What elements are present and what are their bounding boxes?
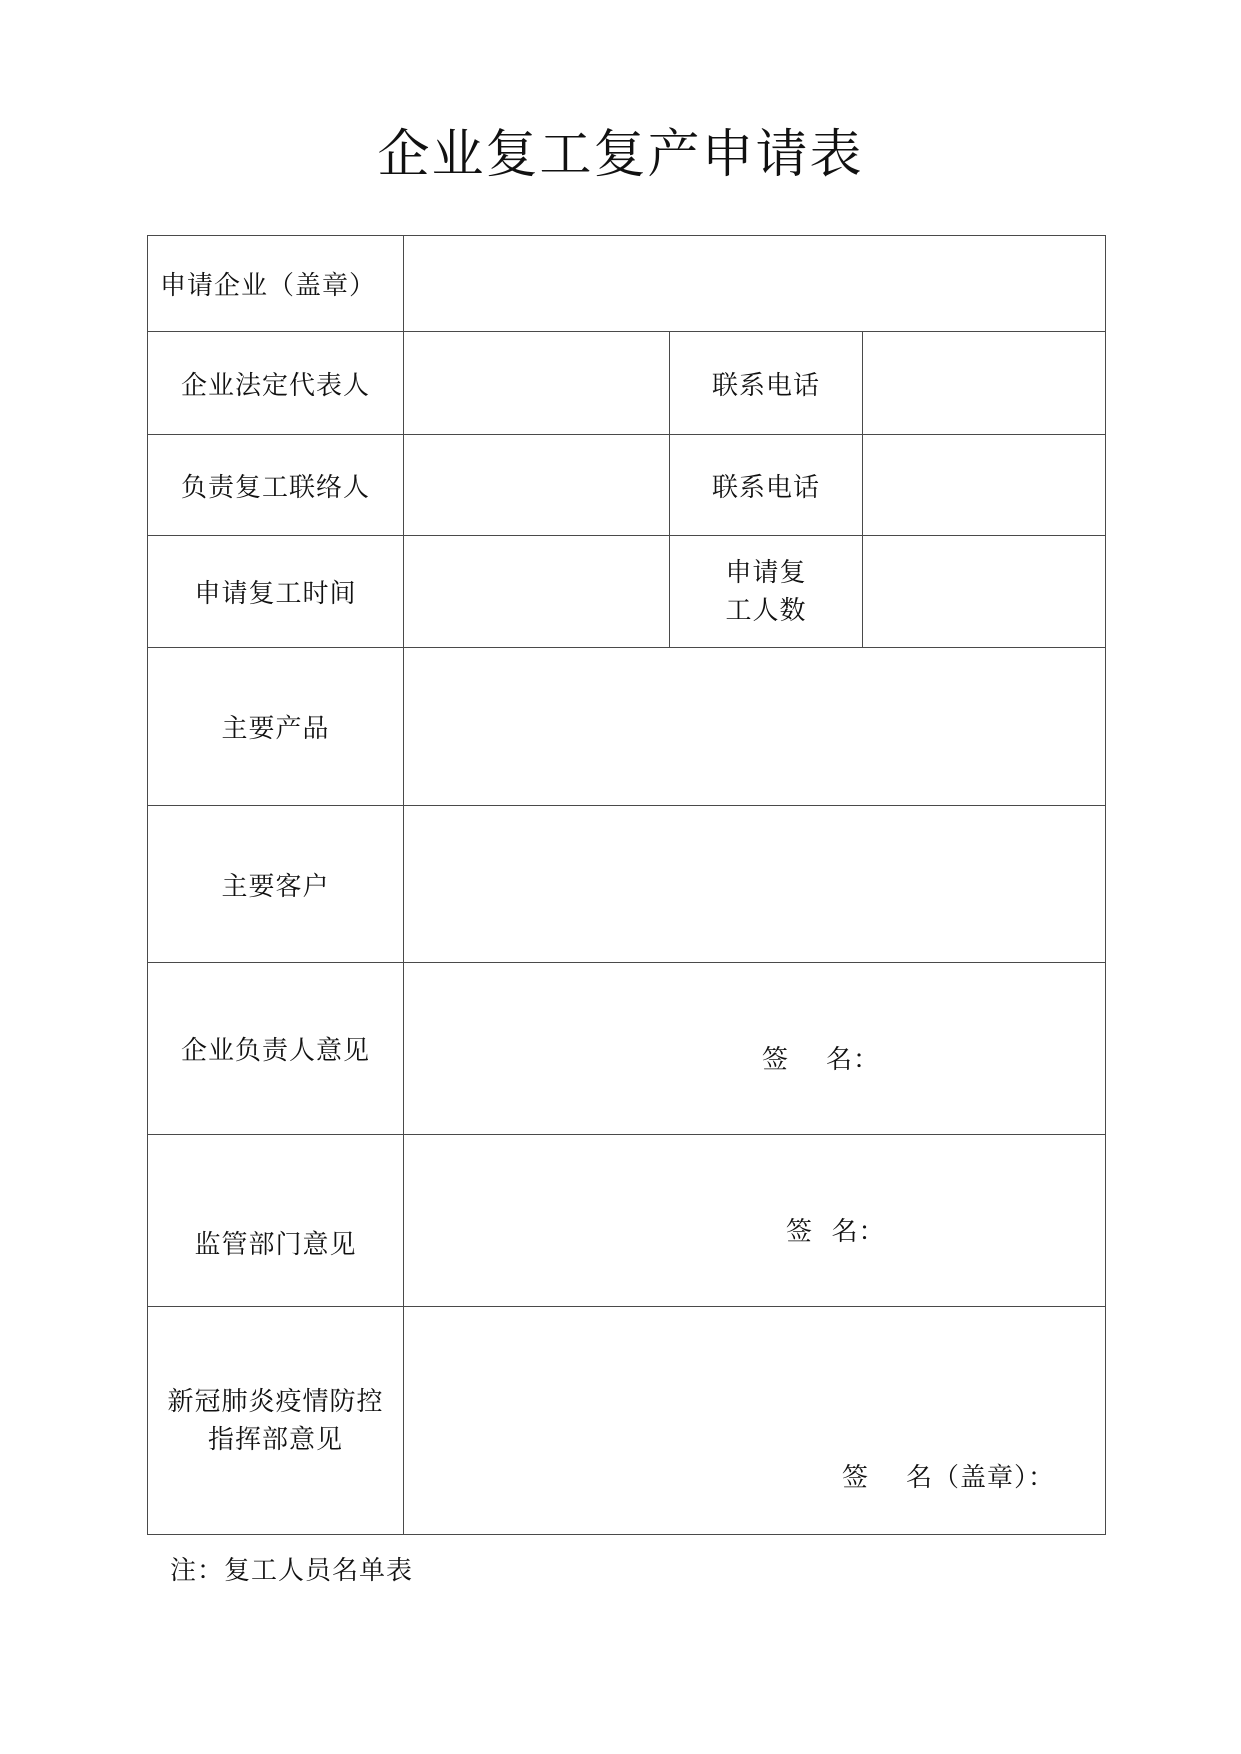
main-products-label: 主要产品 — [148, 648, 404, 806]
main-customers-label: 主要客户 — [148, 806, 404, 963]
main-customers-field[interactable] — [404, 806, 1106, 963]
company-opinion-field[interactable] — [404, 963, 1106, 1135]
row-main-products — [148, 648, 1106, 806]
command-opinion-sign: 签 名（盖章）： — [842, 1463, 1056, 1493]
row-legal-rep — [148, 332, 1106, 435]
row-company-opinion — [148, 963, 1106, 1135]
workers-count-label-line2: 工人数 — [725, 595, 807, 626]
resume-time-field[interactable] — [404, 536, 670, 648]
row-company — [148, 236, 1106, 332]
row-command-opinion — [148, 1307, 1106, 1535]
legal-rep-label: 企业法定代表人 — [148, 332, 404, 435]
row-main-customers — [148, 806, 1106, 963]
supervisor-opinion-label: 监管部门意见 — [194, 1230, 357, 1260]
company-field[interactable] — [404, 236, 1106, 332]
liaison-phone-label: 联系电话 — [670, 435, 863, 536]
row-resume-time — [148, 536, 1106, 648]
command-opinion-label-line2: 指挥部意见 — [207, 1424, 343, 1455]
command-opinion-label — [148, 1307, 404, 1535]
main-products-field[interactable] — [404, 648, 1106, 806]
company-opinion-label: 企业负责人意见 — [148, 963, 404, 1135]
workers-count-label — [670, 536, 863, 648]
legal-rep-phone-label: 联系电话 — [670, 332, 863, 435]
liaison-field[interactable] — [404, 435, 670, 536]
page-title: 企业复工复产申请表 — [377, 125, 864, 185]
legal-rep-phone-field[interactable] — [863, 332, 1106, 435]
workers-count-label-line1: 申请复 — [725, 557, 807, 588]
liaison-phone-field[interactable] — [863, 435, 1106, 536]
row-supervisor-opinion — [148, 1135, 1106, 1307]
command-opinion-field[interactable] — [404, 1307, 1106, 1535]
resume-time-label: 申请复工时间 — [148, 536, 404, 648]
supervisor-opinion-field[interactable] — [404, 1135, 1106, 1307]
supervisor-opinion-sign: 签 名： — [786, 1217, 886, 1247]
liaison-label: 负责复工联络人 — [148, 435, 404, 536]
company-label: 申请企业（盖章） — [148, 236, 404, 332]
supervisor-opinion-label-cell — [148, 1135, 404, 1307]
command-opinion-label-line1: 新冠肺炎疫情防控 — [167, 1386, 384, 1417]
row-liaison — [148, 435, 1106, 536]
workers-count-field[interactable] — [863, 536, 1106, 648]
legal-rep-field[interactable] — [404, 332, 670, 435]
company-opinion-sign: 签 名： — [762, 1045, 881, 1075]
application-form-table — [147, 235, 1106, 1535]
footnote: 注：复工人员名单表 — [170, 1556, 414, 1586]
